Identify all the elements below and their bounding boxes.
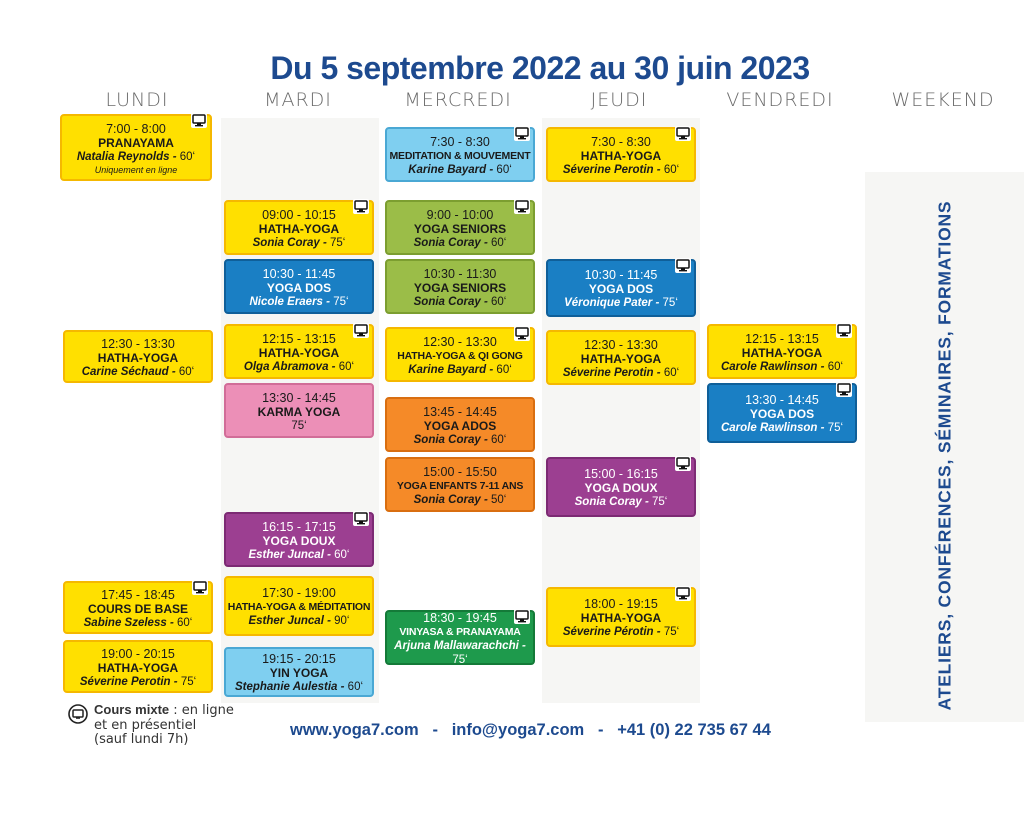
class-card-lundi [63,640,213,693]
class-teacher-line: Stephanie Aulestia - 60‘ [234,681,364,693]
class-name: HATHA-YOGA [580,351,662,366]
class-duration: 60‘ [178,365,195,378]
class-duration: 75‘ [452,653,468,666]
class-teacher-line: Sonia Coray - 60‘ [413,295,507,308]
monitor-icon [675,258,691,273]
class-card-mercredi [385,457,535,512]
day-header-mardi: MARDI [264,89,332,111]
class-duration: 60‘ [827,360,844,373]
class-card-mercredi [385,200,535,255]
class-teacher: Arjuna Mallawarachchi [394,639,519,652]
class-duration: 75‘ [662,297,678,309]
class-card-mercredi [385,327,535,382]
class-time: 16:15 - 17:15 [262,519,336,534]
class-time: 10:30 - 11:45 [584,268,658,282]
class-time: 15:00 - 16:15 [584,467,658,481]
phone-number[interactable]: +41 (0) 22 735 67 44 [617,721,771,739]
class-name: YOGA DOS [588,282,654,296]
class-name: PRANAYAMA [98,135,174,150]
class-card-jeudi [546,127,696,182]
class-teacher: Karine Bayard [408,363,487,376]
class-name: YOGA SENIORS [413,280,507,295]
class-name: YOGA SENIORS [413,221,507,236]
day-header-jeudi: JEUDI [590,89,648,111]
monitor-icon [353,323,369,338]
class-teacher: Séverine Perotin [562,366,654,379]
monitor-icon [675,586,691,601]
class-teacher: Sabine Szeless [83,616,167,629]
monitor-icon [514,326,530,341]
footer-contact [290,721,771,740]
class-teacher: Carole Rawlinson [720,360,818,373]
class-time: 10:30 - 11:45 [262,266,336,281]
class-name: VINYASA & PRANAYAMA [399,625,521,638]
monitor-icon [353,199,369,214]
legend-line-3: (sauf lundi 7h) [94,732,189,747]
class-duration: 60‘ [176,616,193,629]
legend-line-1: : en ligne [169,703,234,718]
class-card-jeudi [546,330,696,385]
class-duration: 60‘ [490,236,507,249]
class-teacher: Séverine Pérotin [562,626,654,638]
class-name: YOGA DOUX [262,533,336,548]
class-teacher: Natalia Reynolds [76,150,170,163]
class-teacher: Sonia Coray [413,493,481,506]
class-card-mardi [224,576,374,636]
legend-line-2: et en présentiel [94,717,197,733]
class-teacher-line: Carine Séchaud - 60‘ [81,365,195,378]
legend-mixed-courses [94,703,254,748]
class-duration: 60‘ [496,363,512,376]
class-teacher-line: Carole Rawlinson - 75‘ [720,422,844,434]
class-duration: 50‘ [490,493,507,506]
class-name: COURS DE BASE [87,601,188,616]
class-teacher-line: Séverine Perotin - 60‘ [562,366,680,379]
class-name: KARMA YOGA [257,404,341,419]
class-teacher-line: Karine Bayard - 60‘ [408,363,512,376]
class-card-lundi [60,114,212,181]
class-name: HATHA-YOGA [741,345,823,360]
class-teacher-line: Sonia Coray - 50‘ [413,493,507,506]
class-teacher-line [226,419,372,433]
class-name: YIN YOGA [269,666,329,680]
class-teacher-line: Véronique Pater - 75‘ [564,297,678,309]
monitor-icon [68,704,88,729]
class-time: 12:30 - 13:30 [423,334,497,349]
footer-separator: - [418,721,452,739]
class-teacher: Sonia Coray [413,236,481,249]
class-teacher: Esther Juncal [248,615,324,627]
class-duration: 75‘ [663,626,680,638]
monitor-icon [514,126,530,141]
class-name: HATHA-YOGA & MÉDITATION [227,601,371,613]
class-duration: 75‘ [291,419,307,432]
class-teacher: Esther Juncal [248,548,324,561]
class-time: 12:15 - 13:15 [745,331,819,346]
class-time: 13:30 - 14:45 [262,390,336,405]
monitor-icon [192,580,208,595]
class-card-jeudi [546,259,696,317]
class-card-mardi [224,200,374,255]
class-card-mercredi [385,259,535,314]
monitor-icon [675,126,691,141]
class-time: 12:30 - 13:30 [584,337,658,352]
class-name: HATHA-YOGA [97,350,179,365]
class-duration: 75‘ [651,496,668,508]
class-name: MEDITATION & MOUVEMENT [389,149,531,162]
monitor-icon [514,199,530,214]
class-teacher: Carine Séchaud [81,365,169,378]
class-time: 18:00 - 19:15 [584,597,658,611]
monitor-icon [353,511,369,526]
class-time: 17:45 - 18:45 [101,587,175,602]
class-time: 12:30 - 13:30 [101,336,175,351]
class-card-mercredi [385,397,535,452]
page-title: Du 5 septembre 2022 au 30 juin 2023 [270,50,810,86]
class-teacher-line: Natalia Reynolds - 60‘ [76,150,196,163]
class-card-vendredi [707,383,857,443]
class-card-mardi [224,324,374,379]
class-teacher-line: Sabine Szeless - 60‘ [83,616,193,629]
class-card-mardi [224,647,374,697]
class-teacher-line: Nicole Eraers - 75‘ [249,295,349,308]
class-card-mardi [224,259,374,314]
class-teacher-line: Sonia Coray - 75‘ [252,236,346,249]
class-teacher: Sonia Coray [413,433,484,446]
class-teacher: Carole Rawlinson [720,422,818,434]
class-time: 13:30 - 14:45 [745,393,819,407]
class-card-mardi [224,512,374,567]
legend-title: Cours mixte [94,702,170,717]
monitor-icon [836,323,852,338]
class-duration: 75‘ [827,422,844,434]
class-name: YOGA DOUX [584,481,658,495]
class-note: Uniquement en ligne [94,164,178,175]
class-teacher-line: Séverine Pérotin - 75‘ [562,626,680,638]
monitor-icon [514,609,530,624]
monitor-icon [836,382,852,397]
class-time: 10:30 - 11:30 [423,266,497,281]
class-time: 18:30 - 19:45 [423,610,497,625]
class-card-mercredi [385,127,535,182]
class-duration: 60‘ [490,295,507,308]
class-duration: 75‘ [180,675,197,688]
class-name: HATHA-YOGA [97,660,179,675]
class-teacher-line: Olga Abramova - 60‘ [243,360,355,373]
class-name: YOGA DOS [266,280,332,295]
class-duration: 60‘ [663,163,680,176]
class-card-jeudi [546,457,696,517]
class-duration: 60‘ [663,366,680,379]
class-teacher: Sonia Coray [574,496,642,508]
class-name: YOGA ENFANTS 7-11 ANS [396,479,524,492]
class-card-vendredi [707,324,857,379]
class-duration: 60‘ [338,360,355,373]
monitor-icon [191,113,207,128]
class-teacher: Véronique Pater [564,297,653,309]
class-teacher-line: Carole Rawlinson - 60‘ [720,360,844,373]
class-time: 7:30 - 8:30 [591,134,651,149]
class-teacher: Olga Abramova [243,360,329,373]
class-teacher: Sonia Coray [252,236,320,249]
class-teacher-line: Sonia Coray - 75‘ [574,496,668,508]
class-time: 13:45 - 14:45 [423,404,497,419]
class-duration: 60‘ [496,163,512,176]
class-name: HATHA-YOGA & QI GONG [397,349,523,362]
class-teacher: Nicole Eraers [249,295,323,308]
class-name: YOGA ADOS [423,418,497,433]
email-link[interactable]: info@yoga7.com [451,721,585,739]
class-time: 09:00 - 10:15 [262,207,336,222]
website-link[interactable]: www.yoga7.com [290,721,419,739]
class-time: 17:30 - 19:00 [262,586,336,600]
class-duration: 60‘ [347,681,364,693]
class-teacher: Séverine Perotin [562,163,654,176]
class-teacher-line: Sonia Coray - 60‘ [413,433,507,446]
class-teacher-line: Sonia Coray - 60‘ [413,236,507,249]
class-time: 7:30 - 8:30 [430,134,490,149]
class-time: 19:15 - 20:15 [262,652,336,666]
class-duration: 75‘ [333,295,349,308]
class-card-jeudi [546,587,696,647]
class-name: HATHA-YOGA [258,345,340,360]
class-card-mercredi [385,610,535,665]
footer-separator: - [584,721,618,739]
day-header-lundi: LUNDI [105,89,169,111]
class-card-lundi [63,581,213,634]
class-teacher: Karine Bayard [408,163,487,176]
class-teacher: Stephanie Aulestia [234,681,338,693]
class-time: 19:00 - 20:15 [101,646,175,661]
class-teacher-line: Esther Juncal - 60‘ [248,548,350,561]
class-teacher-line: Esther Juncal - 90‘ [248,615,350,627]
class-card-lundi [63,330,213,383]
class-time: 7:00 - 8:00 [106,121,166,136]
class-duration: 60‘ [179,150,196,163]
weekend-activities-text: ATELIERS, CONFÉRENCES, SÉMINAIRES, FORMATIONS [934,200,955,711]
class-teacher: Séverine Perotin [79,675,171,688]
class-time: 15:00 - 15:50 [423,464,497,479]
class-teacher-line: Karine Bayard - 60‘ [408,163,512,176]
class-name: HATHA-YOGA [580,148,662,163]
class-duration: 90‘ [334,615,350,627]
class-teacher: Sonia Coray [413,295,481,308]
class-teacher-line: Séverine Perotin - 60‘ [562,163,680,176]
day-header-mercredi: MERCREDI [404,89,512,111]
class-teacher-line: Séverine Perotin - 75‘ [79,675,197,688]
day-header-weekend: WEEKEND [891,89,995,111]
class-name: HATHA-YOGA [258,221,340,236]
class-time: 9:00 - 10:00 [426,207,494,222]
class-time: 12:15 - 13:15 [262,331,336,346]
class-name: HATHA-YOGA [580,611,662,625]
class-duration: 75‘ [329,236,346,249]
class-name: YOGA DOS [749,407,815,421]
class-teacher-line: Arjuna Mallawarachchi - 75‘ [394,639,526,666]
class-duration: 60‘ [490,433,507,446]
class-duration: 60‘ [334,548,350,561]
day-header-vendredi: VENDREDI [726,89,834,111]
monitor-icon [675,456,691,471]
class-card-mardi [224,383,374,438]
